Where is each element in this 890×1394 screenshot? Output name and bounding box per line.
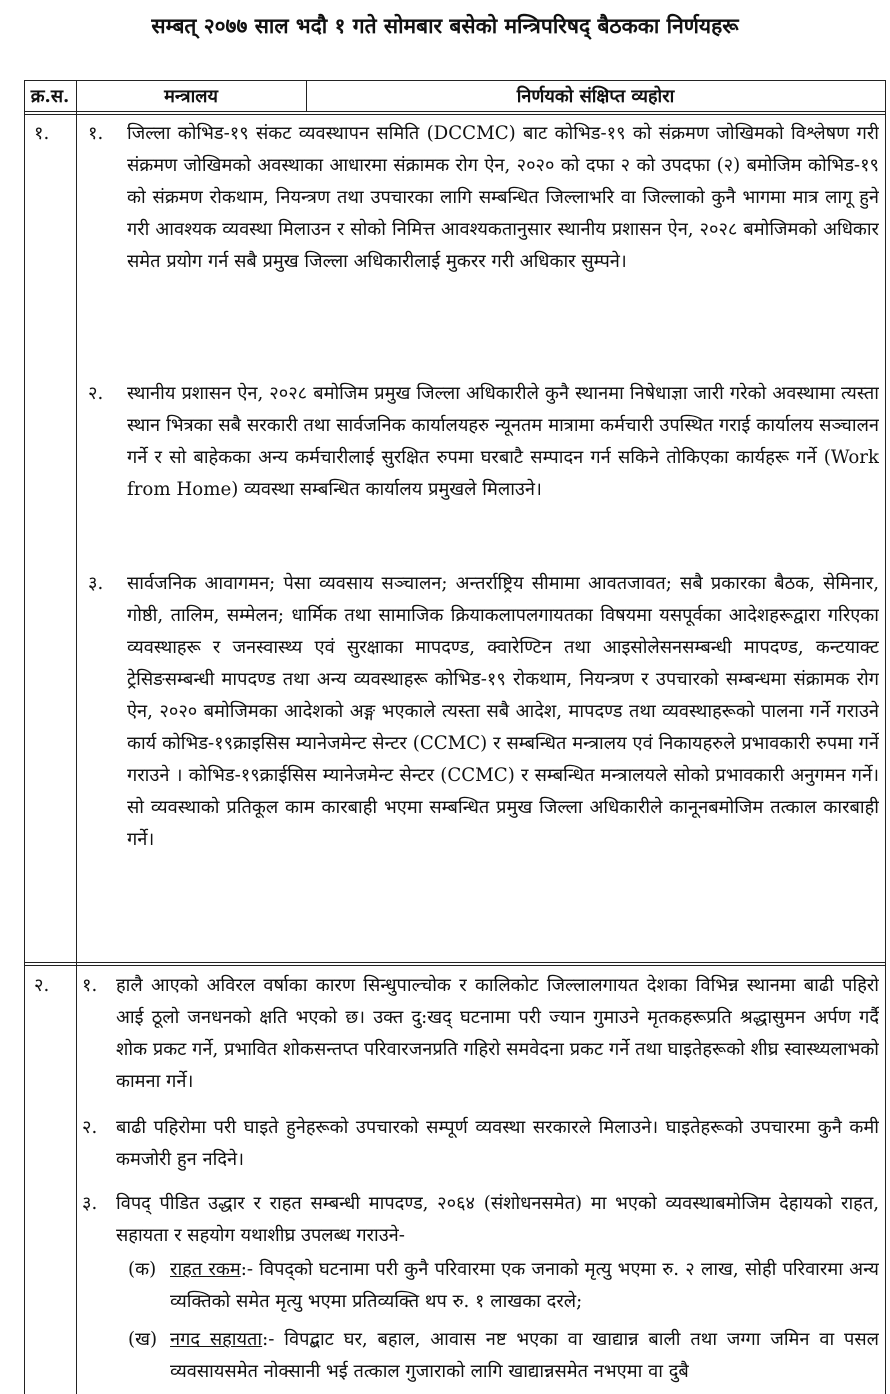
row-separator-double (24, 965, 886, 966)
decision-text: जिल्ला कोभिड-१९ संकट व्यवस्थापन समिति (DCCMC) बाट कोभिड-१९ को संक्रमण जोखिमको विश्लेषण गरी संक्रमण जोखिमको अवस्थाका आधारमा संक्रामक रोग ऐन, २०२० को दफा २ को उपदफा (२) बमोजिम कोभिड-१९ को संक्रमण रोकथाम, नियन्त्रण तथा उपचारका लागि सम्बन्धित जिल्लाभरि वा जिल्लाको कुनै भागमा मात्र लागू हुने गरी आवश्यक व्यवस्था मिलाउन र सोको निमित्त आवश्यकतानुसार स्थानीय प्रशासन ऐन, २०२८ बमोजिमको अधिकार समेत प्रयोग गर्न सबै प्रमुख जिल्ला अधिकारीलाई मुकरर गरी अधिकार सुम्पने। (127, 123, 879, 272)
subitem-label: (क) (128, 1259, 157, 1280)
subitem-text (170, 1254, 879, 1320)
item-number: ३. (82, 1193, 98, 1214)
subitem-text (170, 1324, 879, 1390)
subitem-body: :- विपद्को घटनामा परी कुनै परिवारमा एक जनाको मृत्यु भएमा रु. २ लाख, सोही परिवारमा अन्य व्यक्तिको समेत मृत्यु भएमा प्रतिव्यक्ति थप रु. १ लाखका दरले; (170, 1259, 879, 1312)
table-left-border (24, 80, 25, 1394)
sn-column-divider (76, 80, 77, 1394)
item-number: १. (88, 123, 104, 144)
item-number: १. (82, 975, 98, 996)
row-serial-number: १. (34, 123, 50, 144)
header-bottom-border-double (24, 114, 886, 115)
header-sn: क्र.स. (30, 86, 70, 107)
subitem-heading: राहत रकम (170, 1259, 241, 1280)
subitem-body: :- विपद्बाट घर, बहाल, आवास नष्ट भएका वा खाद्यान्न बाली तथा जग्गा जमिन वा पसल व्यवसायसमेत नोक्सानी भई तत्काल गुजाराको लागि खाद्यान्नसमेत नभएमा वा दुबै (170, 1329, 879, 1382)
table-right-border (885, 80, 886, 1394)
decision-text: विपद् पीडित उद्धार र राहत सम्बन्धी मापदण्ड, २०६४ (संशोधनसमेत) मा भएको व्यवस्थाबमोजिम देहायको राहत, सहायता र सहयोग यथाशीघ्र उपलब्ध गराउने- (116, 1193, 879, 1246)
item-number: ३. (88, 573, 104, 594)
table-top-border (24, 80, 886, 81)
subitem-label: (ख) (128, 1329, 158, 1350)
decision-text: बाढी पहिरोमा परी घाइते हुनेहरूको उपचारको सम्पूर्ण व्यवस्था सरकारले मिलाउने। घाइतेहरूको उपचारमा कुनै कमी कमजोरी हुन नदिने। (116, 1117, 879, 1170)
header-bottom-border (24, 111, 886, 112)
item-number: २. (82, 1117, 98, 1138)
row-serial-number: २. (34, 975, 50, 996)
header-ministry: मन्त्रालय (164, 86, 218, 107)
header-decision-summary: निर्णयको संक्षिप्त व्यहोरा (516, 86, 675, 107)
decision-text: सार्वजनिक आवागमन; पेसा व्यवसाय सञ्चालन; अन्तर्राष्ट्रिय सीमामा आवतजावत; सबै प्रकारका बैठक, सेमिनार, गोष्ठी, तालिम, सम्मेलन; धार्मिक तथा सामाजिक क्रियाकलापलगायतका विषयमा यसपूर्वका आदेशहरूद्वारा गरिएका व्यवस्थाहरू र जनस्वास्थ्य एवं सुरक्षाका मापदण्ड, क्वारेण्टिन तथा आइसोलेसनसम्बन्धी मापदण्ड, कन्टयाक्ट ट्रेसिङसम्बन्धी मापदण्ड तथा अन्य व्यवस्थाहरू कोभिड-१९ रोकथाम, नियन्त्रण र उपचारको सम्बन्धमा संक्रामक रोग ऐन, २०२० बमोजिमका आदेशको अङ्ग भएकाले त्यस्ता सबै आदेश, मापदण्ड तथा व्यवस्थाहरूको पालना गर्ने गराउने कार्य कोभिड-१९क्राइसिस म्यानेजमेन्ट सेन्टर (CCMC) र सम्बन्धित मन्त्रालय एवं निकायहरुले प्रभावकारी रुपमा गर्ने गराउने । कोभिड-१९क्राईसिस म्यानेजमेन्ट सेन्टर (CCMC) र सम्बन्धित मन्त्रालयले सोको प्रभावकारी अनुगमन गर्ने। सो व्यवस्थाको प्रतिकूल काम कारबाही भएमा सम्बन्धित प्रमुख जिल्ला अधिकारीले कानूनबमोजिम तत्काल कारबाही गर्ने। (127, 573, 879, 850)
decision-text: हालै आएको अविरल वर्षाका कारण सिन्धुपाल्चोक र कालिकोट जिल्लालगायत देशका विभिन्न स्थानमा बाढी पहिरो आई ठूलो जनधनको क्षति भएको छ। उक्त दु:खद् घटनामा परी ज्यान गुमाउने मृतकहरूप्रति श्रद्धासुमन अर्पण गर्दै शोक प्रकट गर्ने, प्रभावित शोकसन्तप्त परिवारजनप्रति गहिरो समवेदना प्रकट गर्ने तथा घाइतेहरूको शीघ्र स्वास्थ्यलाभको कामना गर्ने। (116, 975, 879, 1092)
row-separator (24, 962, 886, 963)
subitem-heading: नगद सहायता (170, 1329, 263, 1350)
decision-text: स्थानीय प्रशासन ऐन, २०२८ बमोजिम प्रमुख जिल्ला अधिकारीले कुनै स्थानमा निषेधाज्ञा जारी गरेको अवस्थामा त्यस्ता स्थान भित्रका सबै सरकारी तथा सार्वजनिक कार्यालयहरु न्यूनतम मात्रामा कर्मचारी उपस्थित गराई कार्यालय सञ्चालन गर्ने र सो बाहेकका अन्य कर्मचारीलाई सुरक्षित रुपमा घरबाटै सम्पादन गर्न सकिने तोकिएका कार्यहरू गर्ने (Work from Home) व्यवस्था सम्बन्धित कार्यालय प्रमुखले मिलाउने। (127, 383, 879, 500)
page-title: सम्बत् २०७७ साल भदौ १ गते सोमबार बसेको मन्त्रिपरिषद् बैठकका निर्णयहरू (151, 13, 739, 38)
item-number: २. (88, 383, 104, 404)
